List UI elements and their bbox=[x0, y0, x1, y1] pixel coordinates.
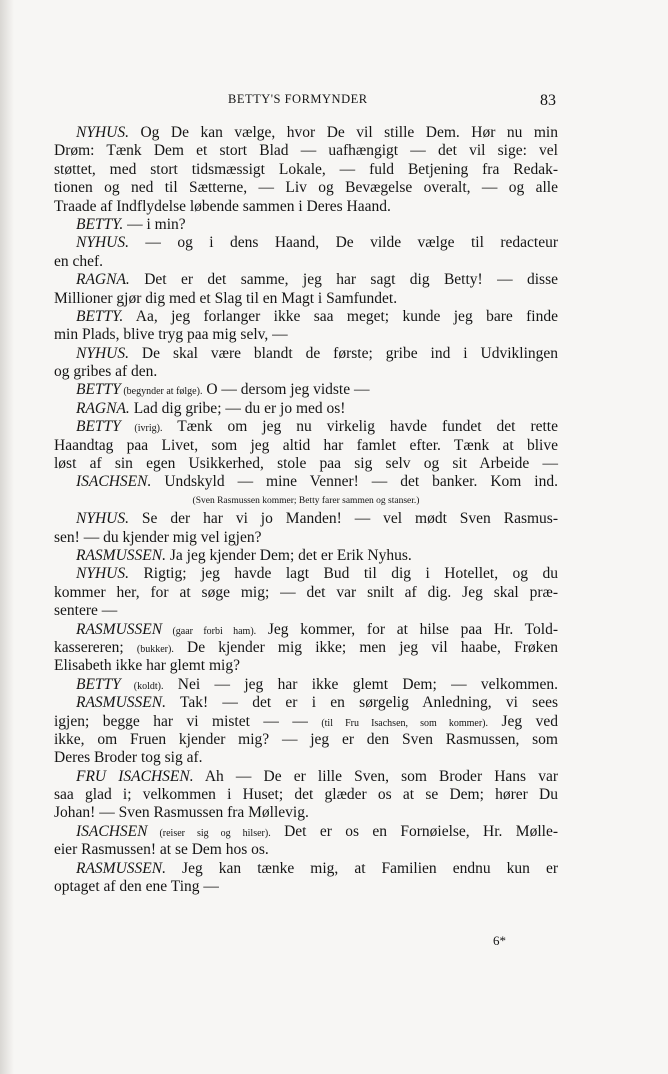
text-line bbox=[54, 878, 558, 896]
dialogue-text: Tak! — det er i en sørgelig Anledning, vi sees bbox=[165, 694, 558, 712]
text-line bbox=[54, 455, 558, 473]
speaker-name: RASMUSSEN. bbox=[76, 694, 166, 712]
dialogue-text: Rigtig; jeg havde lagt Bud til dig i Hotellet, og du bbox=[128, 565, 558, 583]
dialogue-text: Aa, jeg forlanger ikke saa meget; kunde jeg bare finde bbox=[123, 307, 558, 325]
text-line bbox=[54, 804, 558, 822]
text-line bbox=[54, 179, 558, 197]
dialogue-text: tionen og ned til Sætterne, — Liv og Bevægelse overalt, — og alle bbox=[54, 179, 558, 197]
dialogue-text: Millioner gjør dig med et Slag til en Magt i Samfundet. bbox=[54, 289, 398, 307]
text-line bbox=[54, 124, 558, 142]
text-line bbox=[54, 731, 558, 749]
body-text bbox=[54, 124, 558, 896]
stage-direction: (bukker). bbox=[136, 643, 174, 655]
speaker-name: FRU ISACHSEN. bbox=[76, 767, 194, 785]
text-line bbox=[54, 657, 558, 675]
dialogue-text: Jeg kommer, for at hilse paa Hr. Told- bbox=[256, 620, 558, 638]
speaker-name: NYHUS. bbox=[76, 234, 129, 252]
dialogue-text: De skal være blandt de første; gribe ind i Udviklingen bbox=[128, 344, 558, 362]
text-line bbox=[54, 749, 558, 767]
dialogue-text: løst af sin egen Usikkerhed, stole paa sig selv og sit Arbeide — bbox=[54, 455, 558, 473]
running-title: BETTY'S FORMYNDER bbox=[228, 92, 368, 106]
speaker-name: ISACHSEN. bbox=[76, 473, 152, 491]
speaker-name: RASMUSSEN. bbox=[76, 546, 166, 564]
text-line bbox=[54, 713, 558, 731]
dialogue-text: og gribes af den. bbox=[54, 363, 158, 381]
speaker-name: RASMUSSEN. bbox=[76, 859, 166, 877]
text-line bbox=[54, 271, 558, 289]
text-line bbox=[54, 363, 558, 381]
text-line bbox=[54, 161, 558, 179]
dialogue-text: Deres Broder tog sig af. bbox=[54, 749, 203, 767]
text-line bbox=[54, 290, 558, 308]
dialogue-text: Johan! — Sven Rasmussen fra Møllevig. bbox=[54, 804, 309, 822]
dialogue-text: Elisabeth ikke har glemt mig? bbox=[54, 657, 240, 675]
page-edge-shadow bbox=[0, 0, 14, 1074]
dialogue-text: Jeg ved bbox=[488, 712, 558, 730]
text-line bbox=[54, 253, 558, 271]
text-line bbox=[54, 400, 558, 418]
dialogue-text: Og De kan vælge, hvor De vil stille Dem. Hør nu min bbox=[128, 124, 558, 141]
text-line bbox=[54, 676, 558, 694]
dialogue-text: De kjender mig ikke; men jeg vil haabe, Frøken bbox=[173, 638, 558, 656]
dialogue-text: kassereren; bbox=[54, 638, 137, 656]
text-line bbox=[54, 860, 558, 878]
dialogue-text: O — dersom jeg vidste — bbox=[202, 381, 370, 399]
dialogue-text: ikke, om Fruen kjender mig? — jeg er den Sven Rasmussen, som bbox=[54, 730, 558, 748]
dialogue-text: optaget af den ene Ting — bbox=[54, 878, 219, 896]
dialogue-text: Tænk om jeg nu virkelig havde fundet det rette bbox=[162, 418, 558, 436]
stage-direction: (begynder at følge). bbox=[120, 386, 203, 398]
dialogue-text: Ja jeg kjender Dem; det er Erik Nyhus. bbox=[165, 546, 412, 564]
text-line bbox=[54, 639, 558, 657]
dialogue-text: Haandtag paa Livet, som jeg altid har famlet efter. Tænk at blive bbox=[54, 436, 558, 454]
speaker-name: RAGNA. bbox=[76, 271, 130, 289]
dialogue-text: — og i dens Haand, De vilde vælge til redacteur bbox=[128, 234, 558, 252]
dialogue-text: min Plads, blive tryg paa mig selv, — bbox=[54, 326, 288, 344]
dialogue-text: Drøm: Tænk Dem et stort Blad — uafhængigt — det vil sige: vel bbox=[54, 142, 558, 160]
page-number: 83 bbox=[540, 92, 556, 109]
text-line bbox=[54, 492, 558, 510]
text-line bbox=[54, 786, 558, 804]
text-line bbox=[54, 473, 558, 491]
dialogue-text: Undskyld — mine Venner! — det banker. Kom ind. bbox=[151, 473, 558, 491]
speaker-name: BETTY bbox=[76, 675, 121, 693]
speaker-name: BETTY. bbox=[76, 307, 124, 325]
text-line bbox=[54, 547, 558, 565]
dialogue-text: eier Rasmussen! at se Dem hos os. bbox=[54, 841, 269, 859]
speaker-name: RAGNA. bbox=[76, 399, 130, 417]
dialogue-text: Ah — De er lille Sven, som Broder Hans var bbox=[193, 767, 558, 785]
text-line bbox=[54, 510, 558, 528]
dialogue-text: kommer her, for at søge mig; — det var snilt af dig. Jeg skal præ- bbox=[54, 583, 558, 601]
text-line bbox=[54, 768, 558, 786]
speaker-name: NYHUS. bbox=[76, 565, 129, 583]
stage-direction: (ivrig). bbox=[120, 423, 163, 435]
dialogue-text: Nei — jeg har ikke glemt Dem; — velkommen. bbox=[163, 675, 558, 693]
signature-mark: 6* bbox=[493, 933, 506, 948]
speaker-name: ISACHSEN bbox=[76, 822, 148, 840]
dialogue-text: saa glad i; velkommen i Huset; det glæder os at se Dem; hører Du bbox=[54, 786, 558, 804]
text-line bbox=[54, 529, 558, 547]
text-line bbox=[54, 142, 558, 160]
speaker-name: RASMUSSEN bbox=[76, 620, 163, 638]
stage-direction: (koldt). bbox=[120, 680, 164, 692]
text-line bbox=[54, 234, 558, 252]
dialogue-text: sentere — bbox=[54, 602, 118, 620]
dialogue-text: igjen; begge har vi mistet — — bbox=[54, 712, 322, 730]
dialogue-text: Traade af Indflydelse løbende sammen i Deres Haand. bbox=[54, 197, 391, 215]
text-line bbox=[54, 823, 558, 841]
dialogue-text: Det er det samme, jeg har sagt dig Betty! — disse bbox=[129, 271, 558, 289]
stage-direction: (til Fru Isachsen, som kommer). bbox=[321, 717, 489, 729]
text-line bbox=[54, 381, 558, 399]
speaker-name: NYHUS. bbox=[76, 124, 129, 141]
text-line bbox=[54, 345, 558, 363]
text-line bbox=[54, 326, 558, 344]
text-line bbox=[54, 602, 558, 620]
dialogue-text: Lad dig gribe; — du er jo med os! bbox=[129, 399, 346, 417]
dialogue-text: — i min? bbox=[123, 215, 186, 233]
speaker-name: BETTY bbox=[76, 418, 121, 436]
dialogue-text: Jeg kan tænke mig, at Familien endnu kun er bbox=[165, 859, 558, 877]
text-line bbox=[54, 621, 558, 639]
dialogue-text: Det er os en Fornøielse, Hr. Mølle- bbox=[270, 822, 558, 840]
dialogue-text: Se der har vi jo Manden! — vel mødt Sven Rasmus- bbox=[128, 510, 558, 528]
speaker-name: BETTY bbox=[76, 381, 121, 399]
dialogue-text: en chef. bbox=[54, 252, 104, 270]
text-line bbox=[54, 216, 558, 234]
text-line bbox=[54, 308, 558, 326]
speaker-name: NYHUS. bbox=[76, 344, 129, 362]
dialogue-text: sen! — du kjender mig vel igjen? bbox=[54, 528, 262, 546]
stage-direction: (reiser sig og hilser). bbox=[147, 827, 271, 839]
text-line bbox=[54, 418, 558, 436]
text-line bbox=[54, 841, 558, 859]
speaker-name: BETTY. bbox=[76, 215, 124, 233]
text-line bbox=[54, 437, 558, 455]
dialogue-text: (Sven Rasmussen kommer; Betty farer sammen og stanser.) bbox=[192, 495, 420, 506]
text-line bbox=[54, 198, 558, 216]
text-line bbox=[54, 694, 558, 712]
text-line bbox=[54, 584, 558, 602]
speaker-name: NYHUS. bbox=[76, 510, 129, 528]
stage-direction: (gaar forbi ham). bbox=[162, 625, 257, 637]
text-line bbox=[54, 565, 558, 583]
dialogue-text: støttet, med stort tidsmæssigt Lokale, — fuld Betjening fra Redak- bbox=[54, 160, 558, 178]
